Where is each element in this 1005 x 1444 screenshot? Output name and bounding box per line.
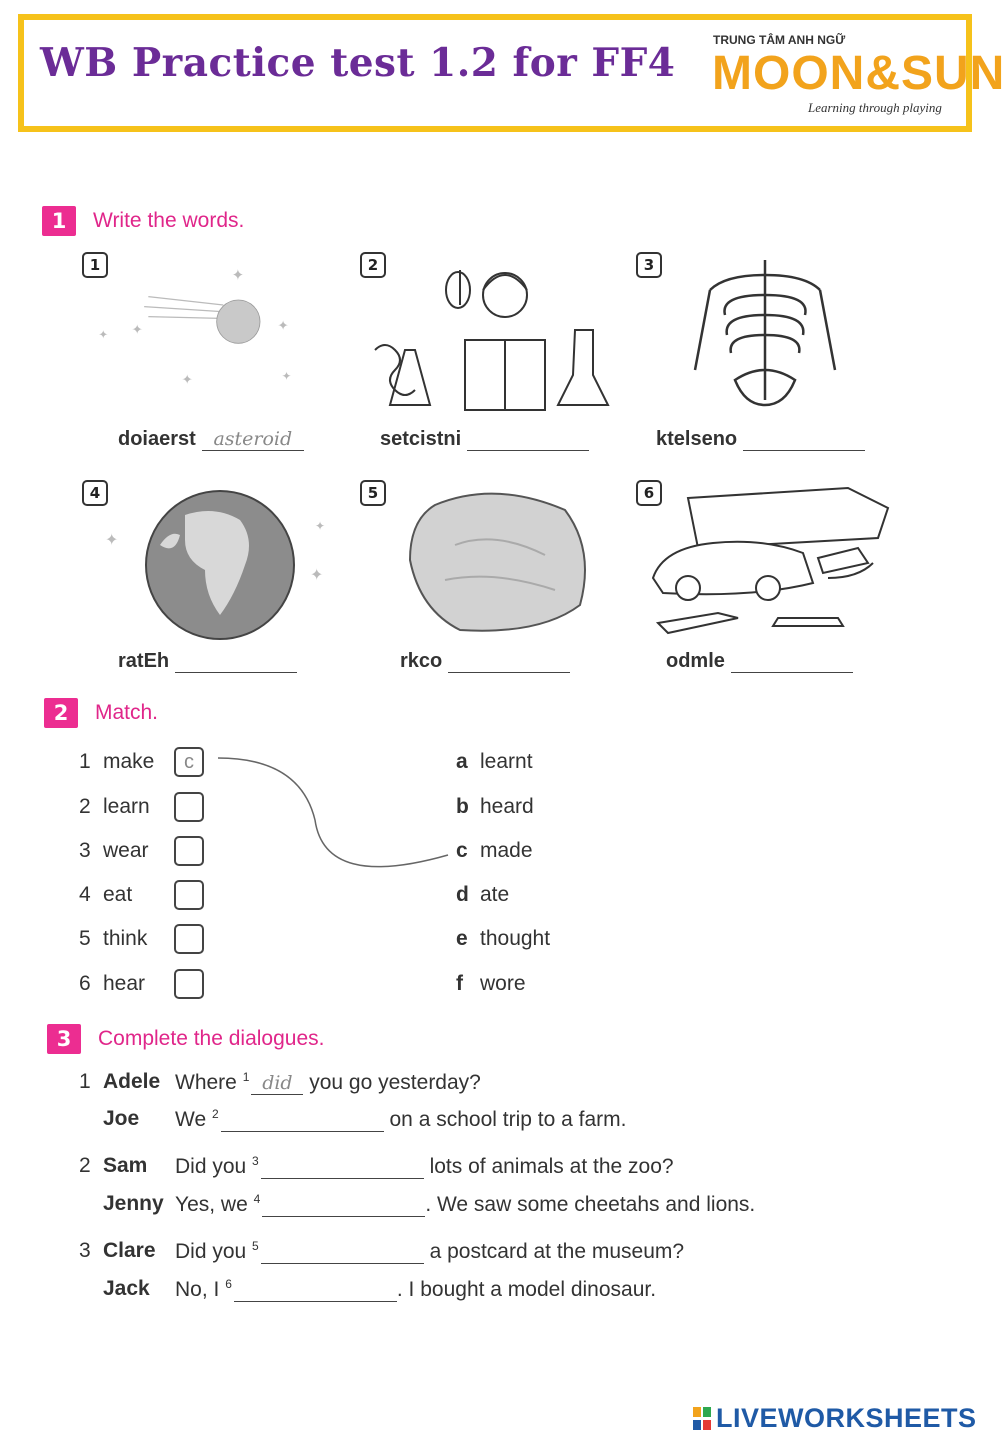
dialogue-line: No, I $^6$ . I bought a model dinosaur. [175, 1277, 657, 1301]
item-3-word [656, 428, 865, 451]
match-left-4: 4 eat [79, 883, 133, 906]
match-left-1: 1 make [79, 750, 155, 773]
answer-field-2[interactable] [467, 428, 589, 451]
answer-field-1[interactable]: asteroid [202, 428, 304, 451]
section-1-title: Write the words. [93, 209, 245, 232]
match-left-3: 3 wear [79, 839, 149, 862]
section-1-number: 1 [42, 206, 76, 236]
match-right-e: e thought [456, 927, 551, 950]
dialogue-line: Where $^1$ did you go yesterday? [175, 1070, 481, 1094]
svg-text:✦: ✦ [281, 369, 292, 383]
item-5-word [400, 650, 570, 673]
match-right-b: b heard [456, 795, 534, 818]
item-6-word [666, 650, 853, 673]
scramble: ratEh [118, 650, 170, 672]
dialogue-1-num: 1 [79, 1070, 91, 1093]
match-line [210, 750, 460, 890]
svg-text:✦: ✦ [310, 565, 324, 584]
item-2-number: 2 [360, 252, 386, 278]
scientist-picture [365, 250, 620, 410]
item-3-number: 3 [636, 252, 662, 278]
item-2-word [380, 428, 589, 451]
answer-gap-3[interactable] [261, 1156, 424, 1179]
moon-sun-logo: MOON&SUN [712, 47, 1005, 100]
match-right-d: d ate [456, 883, 510, 906]
dialogue-line: Did you $^5$ a postcard at the museum? [175, 1239, 685, 1263]
speaker-name: Adele [103, 1070, 161, 1093]
match-box-5[interactable] [174, 924, 204, 954]
answer-field-4[interactable] [175, 650, 297, 673]
svg-text:✦: ✦ [231, 266, 245, 284]
answer-field-3[interactable] [743, 428, 865, 451]
svg-text:✦: ✦ [315, 519, 326, 533]
scramble: setcistni [380, 428, 462, 450]
asteroid-picture [90, 250, 290, 410]
dialogue-line: Did you $^3$ lots of animals at the zoo? [175, 1154, 674, 1178]
match-left-6: 6 hear [79, 972, 146, 995]
item-6-number: 6 [636, 480, 662, 506]
logo-top-text: TRUNG TÂM ANH NGỮ [713, 33, 846, 47]
answer-gap-4[interactable] [262, 1194, 425, 1217]
section-2-number: 2 [44, 698, 78, 728]
match-left-5: 5 think [79, 927, 148, 950]
model-picture [648, 478, 893, 638]
rock-picture [395, 485, 595, 645]
speaker-name: Jack [103, 1277, 150, 1300]
scramble: doiaerst [118, 428, 196, 450]
dialogue-line: Yes, we $^4$ . We saw some cheetahs and lions. [175, 1192, 756, 1216]
logo-tagline: Learning through playing [808, 100, 942, 115]
svg-text:✦: ✦ [181, 373, 193, 389]
speaker-name: Jenny [103, 1192, 164, 1215]
dialogue-3-num: 3 [79, 1239, 91, 1262]
scramble: ktelseno [656, 428, 738, 450]
item-4-word [118, 650, 297, 673]
dialogue-2-num: 2 [79, 1154, 91, 1177]
scramble: rkco [400, 650, 443, 672]
answer-gap-6[interactable] [234, 1279, 397, 1302]
match-box-6[interactable] [174, 969, 204, 999]
scramble: odmle [666, 650, 725, 672]
answer-field-6[interactable] [731, 650, 853, 673]
section-3-title: Complete the dialogues. [98, 1027, 325, 1050]
earth-picture [100, 485, 335, 645]
match-right-a: a learnt [456, 750, 533, 773]
match-left-2: 2 learn [79, 795, 150, 818]
skeleton-picture [665, 250, 865, 410]
svg-text:✦: ✦ [131, 323, 143, 339]
footer-brand: LIVEWORKSHEETS [716, 1403, 977, 1433]
speaker-name: Joe [103, 1107, 140, 1130]
svg-text:✦: ✦ [105, 530, 119, 549]
svg-text:✦: ✦ [277, 319, 289, 334]
item-5-number: 5 [360, 480, 386, 506]
svg-text:✦: ✦ [98, 327, 109, 342]
match-box-3[interactable] [174, 836, 204, 866]
speaker-name: Sam [103, 1154, 148, 1177]
match-box-1[interactable]: c [174, 747, 204, 777]
match-right-c: c made [456, 839, 533, 862]
answer-gap-1[interactable]: did [251, 1072, 303, 1095]
section-3-number: 3 [47, 1024, 81, 1054]
page-title: WB Practice test 1.2 for FF4 [40, 40, 676, 86]
answer-field-5[interactable] [448, 650, 570, 673]
item-1-number: 1 [82, 252, 108, 278]
answer-gap-2[interactable] [221, 1109, 384, 1132]
item-4-number: 4 [82, 480, 108, 506]
answer-gap-5[interactable] [261, 1241, 424, 1264]
speaker-name: Clare [103, 1239, 156, 1262]
item-1-word [118, 428, 304, 451]
liveworksheets-icon [693, 1407, 713, 1431]
match-box-4[interactable] [174, 880, 204, 910]
match-box-2[interactable] [174, 792, 204, 822]
match-right-f: f wore [456, 972, 526, 995]
section-2-title: Match. [95, 701, 159, 724]
dialogue-line: We $^2$ on a school trip to a farm. [175, 1107, 627, 1131]
